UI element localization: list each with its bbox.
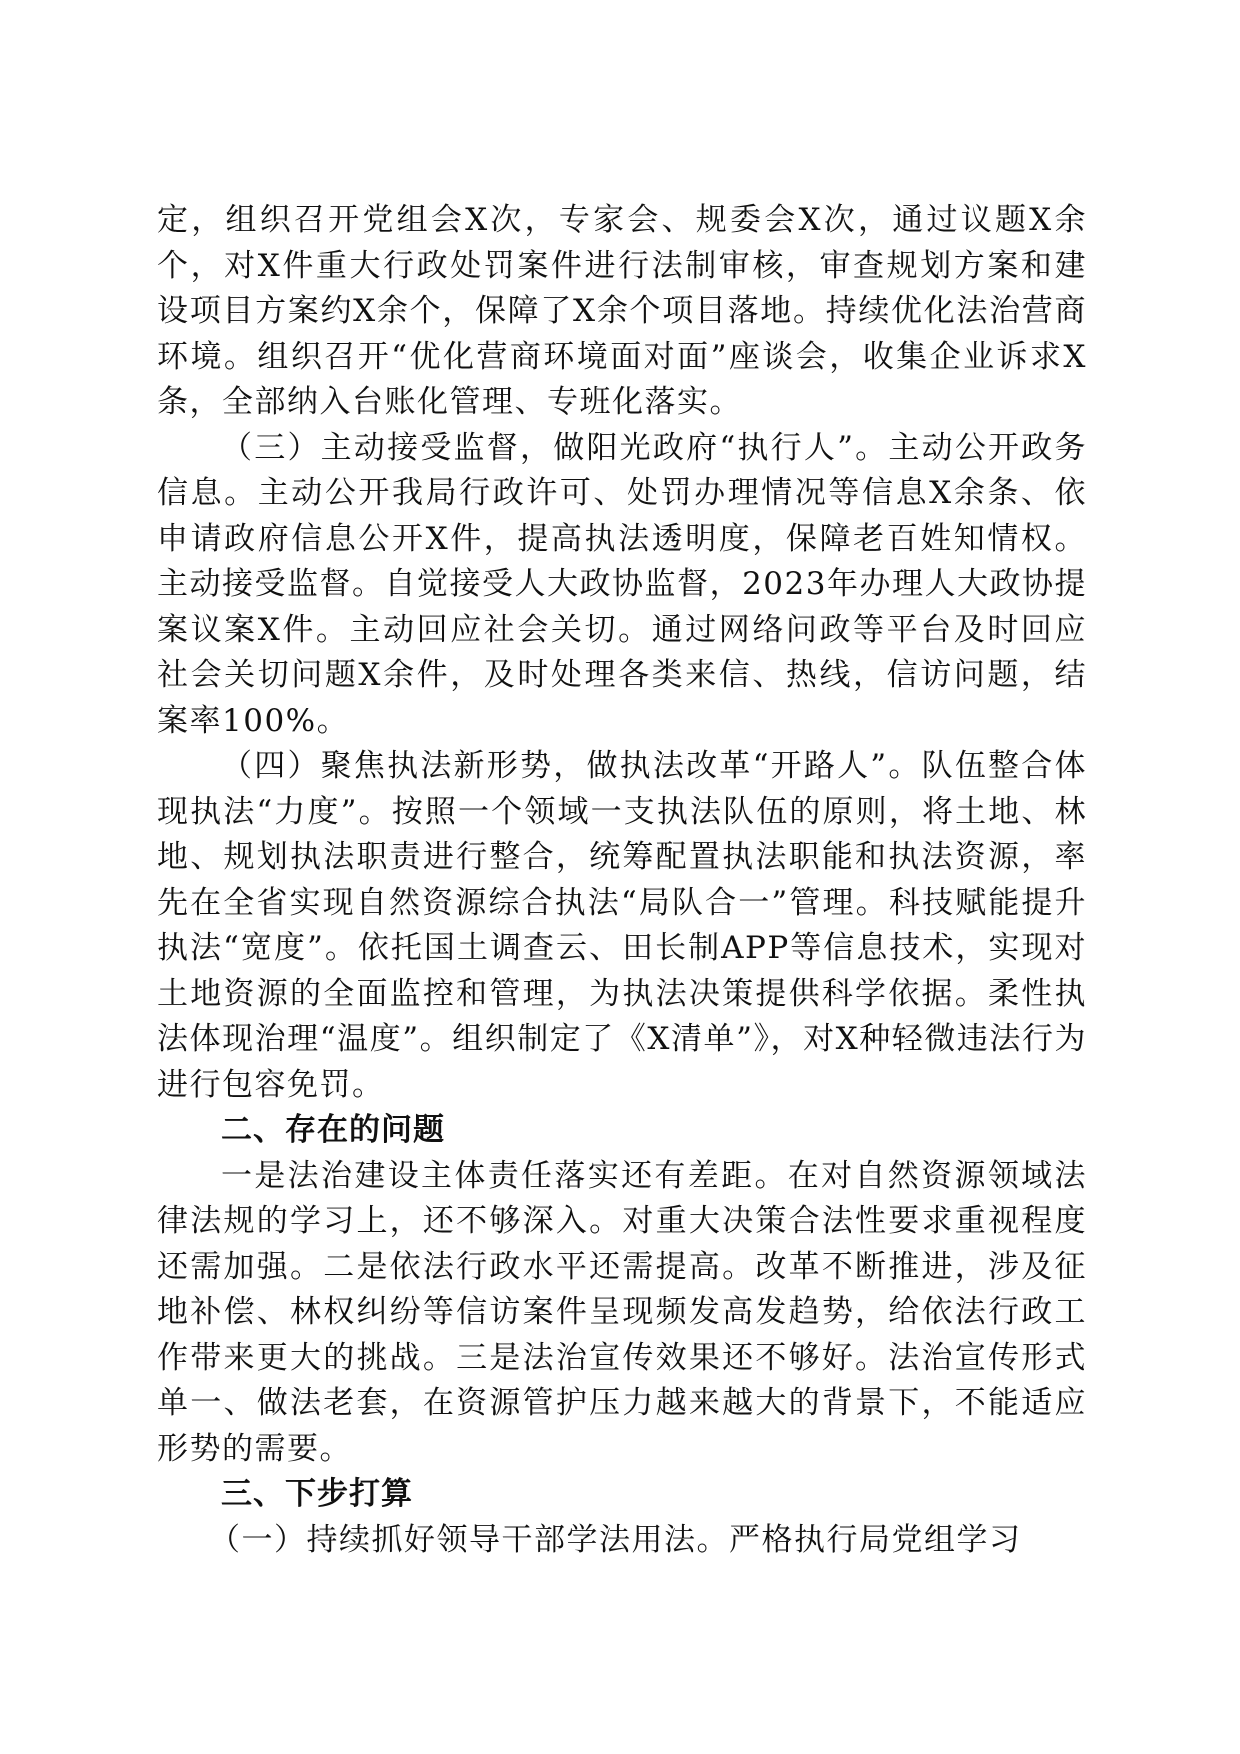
paragraph-enforcement-reform: （四）聚焦执法新形势，做执法改革“开路人”。队伍整合体现执法“力度”。按照一个领域一支执法队伍的原则，将土地、林地、规划执法职责进行整合，统筹配置执法职能和执法资源，率先在全省实现自然资源综合执法“局队合一”管理。科技赋能提升执法“宽度”。依托国土调查云、田长制APP等信息技术，实现对土地资源的全面监控和管理，为执法决策提供科学依据。柔性执法体现治理“温度”。组织制定了《X清单”》，对X种轻微违法行为进行包容免罚。 <box>157 748 1087 1103</box>
paragraph-continued: 定，组织召开党组会X次，专家会、规委会X次，通过议题X余个，对X件重大行政处罚案件进行法制审核，审查规划方案和建设项目方案约X余个，保障了X余个项目落地。持续优化法治营商环境。组织召开“优化营商环境面对面”座谈会，收集企业诉求X条，全部纳入台账化管理、专班化落实。 <box>157 202 1087 420</box>
section-heading-problems: 二、存在的问题 <box>221 1112 445 1148</box>
section-heading-next-steps: 三、下步打算 <box>221 1476 413 1512</box>
document-body <box>157 198 1087 1563</box>
paragraph-supervision: （三）主动接受监督，做阳光政府“执行人”。主动公开政务信息。主动公开我局行政许可、处罚办理情况等信息X余条、依申请政府信息公开X件，提高执法透明度，保障老百姓知情权。主动接受监督。自觉接受人大政协监督，2023年办理人大政协提案议案X件。主动回应社会关切。通过网络问政等平台及时回应社会关切问题X余件，及时处理各类来信、热线，信访问题，结案率100%。 <box>157 429 1087 739</box>
paragraph-problems: 一是法治建设主体责任落实还有差距。在对自然资源领域法律法规的学习上，还不够深入。对重大决策合法性要求重视程度还需加强。二是依法行政水平还需提高。改革不断推进，涉及征地补偿、林权纠纷等信访案件呈现频发高发趋势，给依法行政工作带来更大的挑战。三是法治宣传效果还不够好。法治宣传形式单一、做法老套，在资源管护压力越来越大的背景下，不能适应形势的需要。 <box>157 1157 1087 1467</box>
paragraph-next-steps: （一）持续抓好领导干部学法用法。严格执行局党组学习 <box>209 1521 1022 1558</box>
